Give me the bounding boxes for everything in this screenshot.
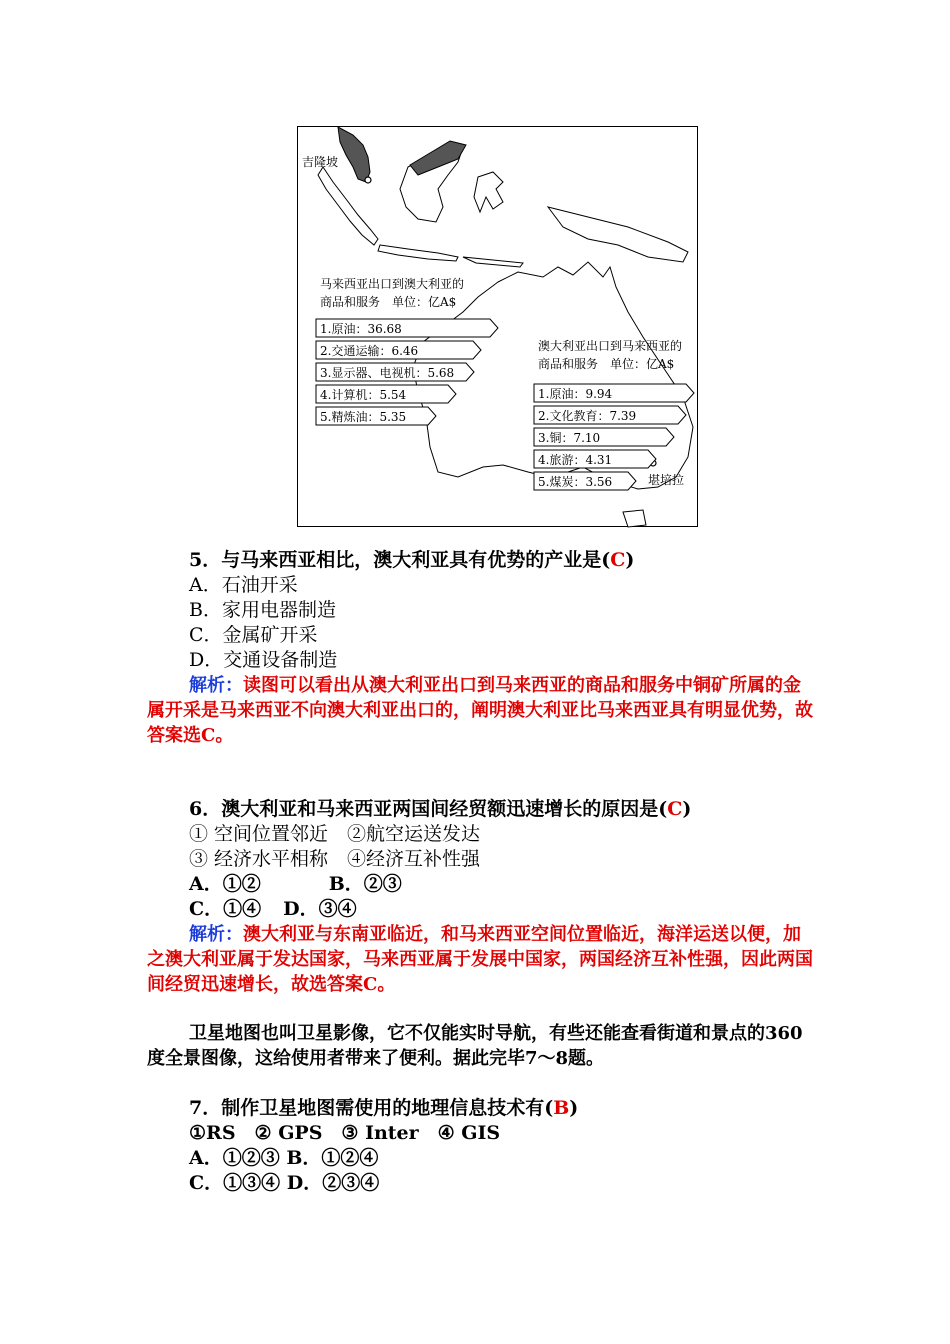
right-item-1: 1.原油：9.94 <box>538 387 613 401</box>
q7-options-2: C．①③④ D．②③④ <box>189 1172 380 1194</box>
left-item-1: 1.原油：36.68 <box>320 322 402 336</box>
q5-option-d: D．交通设备制造 <box>189 649 338 671</box>
q6-explanation-label: 解析： <box>189 924 243 945</box>
q6-option-c: C．①④ <box>189 898 262 920</box>
q6-items-1: ① 空间位置邻近 ②航空运送发达 <box>189 823 481 845</box>
q7-answer: B <box>553 1097 570 1119</box>
city-label-canberra: 堪培拉 <box>648 473 685 487</box>
city-label-kuala-lumpur: 吉隆坡 <box>302 155 339 169</box>
q6-option-d: D．③④ <box>283 898 357 920</box>
q7-stem: 7．制作卫星地图需使用的地理信息技术有(B) <box>189 1097 579 1119</box>
q5-option-c: C．金属矿开采 <box>189 624 318 646</box>
right-legend-title-1: 澳大利亚出口到马来西亚的 <box>538 339 683 353</box>
right-legend-title-2: 商品和服务 单位：亿A$ <box>538 357 675 371</box>
left-item-2: 2.交通运输：6.46 <box>320 344 419 358</box>
intro-paragraph: 卫星地图也叫卫星影像，它不仅能实时导航，有些还能查看街道和景点的360度全景图像，这给使用者带来了便利。据此完毕7～8题。 <box>147 1023 803 1069</box>
q5-stem: 5．与马来西亚相比，澳大利亚具有优势的产业是(C) <box>189 549 635 571</box>
map-figure <box>297 126 698 527</box>
q6-option-a: A．①② <box>189 873 261 895</box>
left-item-5: 5.精炼油：5.35 <box>320 410 407 424</box>
right-item-3: 3.铜：7.10 <box>538 431 601 445</box>
right-item-5: 5.煤炭：3.56 <box>538 475 613 489</box>
q5-explanation: 解析：读图可以看出从澳大利亚出口到马来西亚的商品和服务中铜矿所属的金属开采是马来西亚不向澳大利亚出口的，阐明澳大利亚比马来西亚具有明显优势，故答案选C。 <box>147 675 813 746</box>
q6-answer: C <box>667 798 683 820</box>
q6-option-b: B．②③ <box>328 873 402 895</box>
q7-options-1: A．①②③ B．①②④ <box>189 1147 379 1169</box>
q7-items: ①RS ② GPS ③ Inter ④ GIS <box>189 1122 501 1144</box>
left-item-3: 3.显示器、电视机：5.68 <box>320 366 455 380</box>
right-item-2: 2.文化教育：7.39 <box>538 409 637 423</box>
q6-options-2 <box>189 897 357 921</box>
left-legend-title-1: 马来西亚出口到澳大利亚的 <box>320 277 465 291</box>
q5-answer: C <box>610 549 626 571</box>
q6-options-1 <box>189 872 402 896</box>
left-item-4: 4.计算机：5.54 <box>320 388 407 402</box>
q6-explanation: 解析：澳大利亚与东南亚临近，和马来西亚空间位置临近，海洋运送以便，加之澳大利亚属于发达国家，马来西亚属于发展中国家，两国经济互补性强，因此两国间经贸迅速增长，故选答案C。 <box>147 924 813 995</box>
q5-option-b: B．家用电器制造 <box>189 599 336 621</box>
right-item-4: 4.旅游：4.31 <box>538 453 613 467</box>
q5-explanation-label: 解析： <box>189 675 243 696</box>
q6-items-2: ③ 经济水平相称 ④经济互补性强 <box>189 848 481 870</box>
left-legend-title-2: 商品和服务 单位：亿A$ <box>320 295 457 309</box>
q6-stem: 6．澳大利亚和马来西亚两国间经贸额迅速增长的原因是(C) <box>189 798 692 820</box>
q5-option-a: A．石油开采 <box>189 574 298 596</box>
